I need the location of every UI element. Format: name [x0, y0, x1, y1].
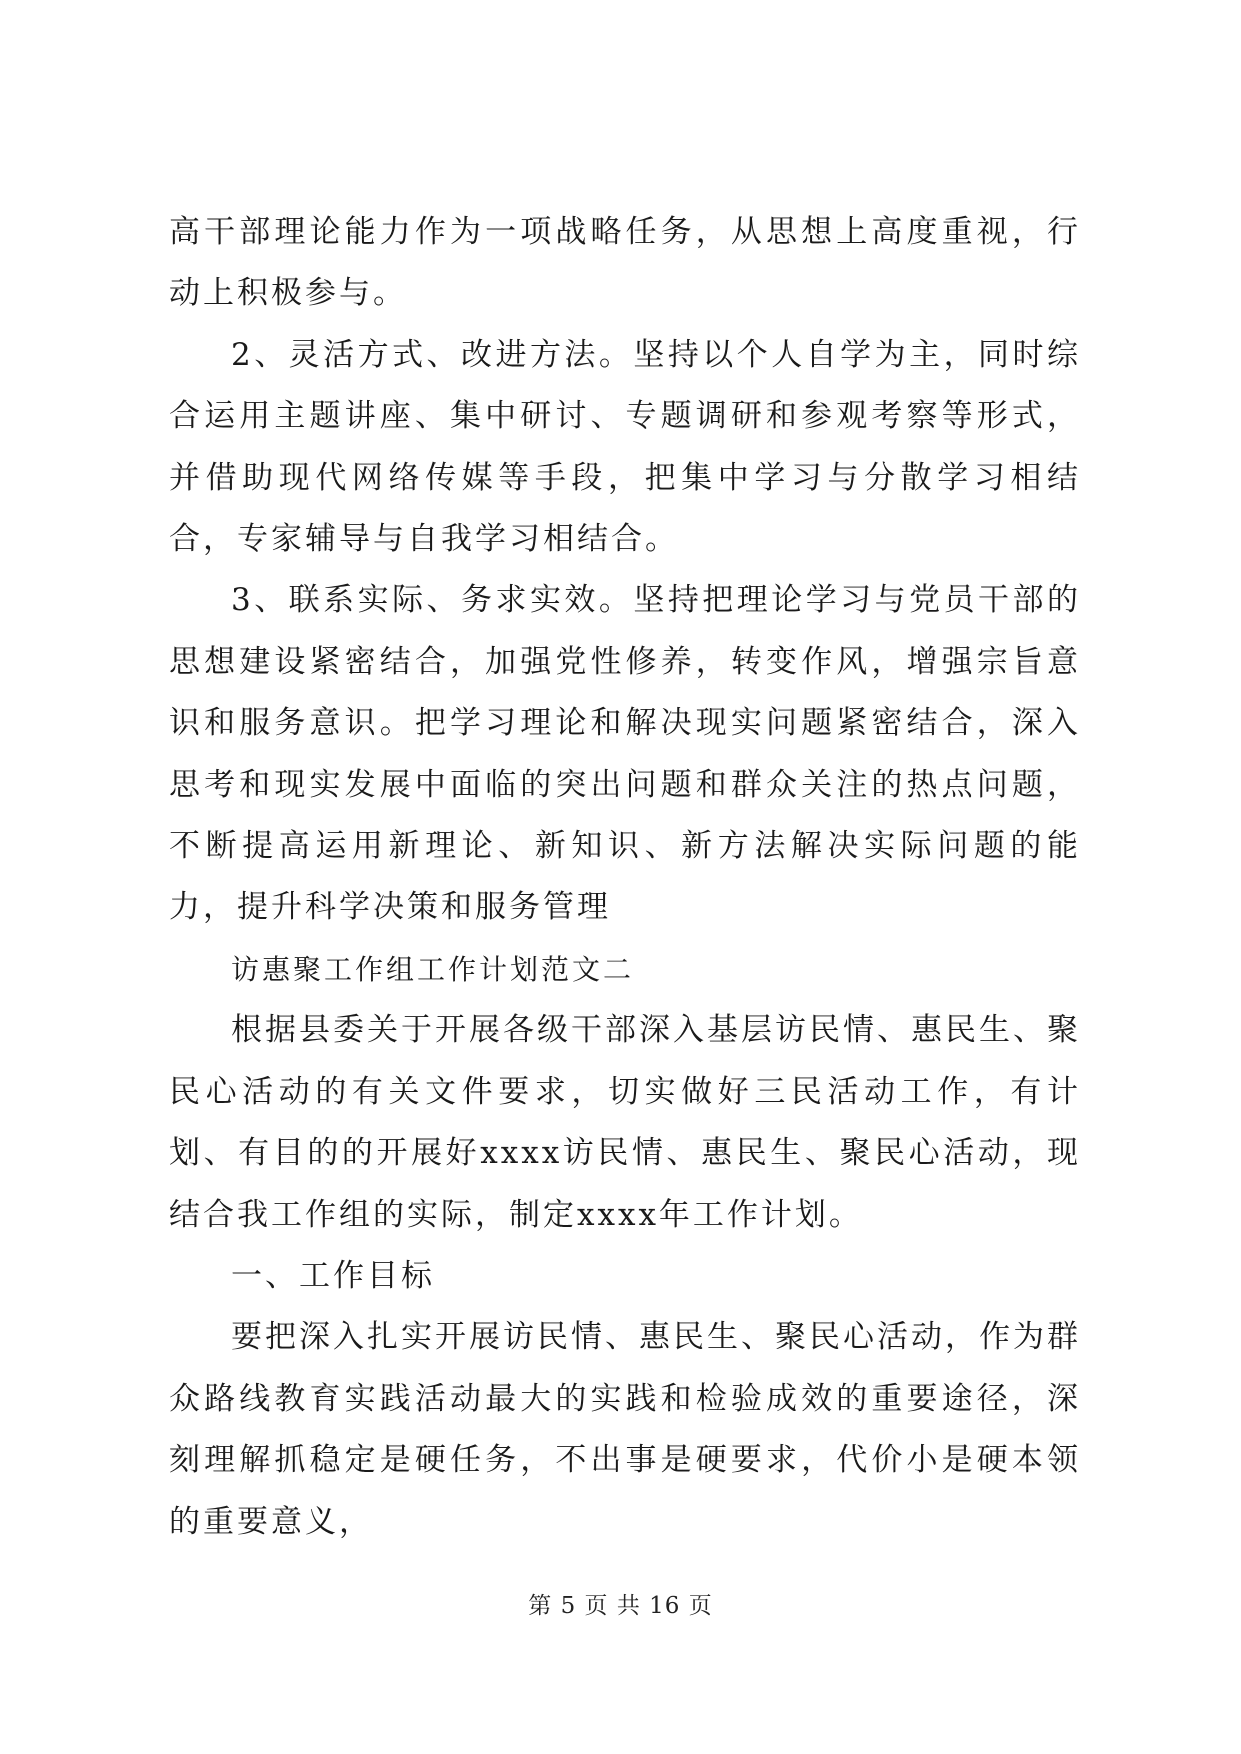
paragraph-intro: 根据县委关于开展各级干部深入基层访民情、惠民生、聚民心活动的有关文件要求，切实做好三民活动工作，有计划、有目的的开展好xxxx访民情、惠民生、聚民心活动，现结合我工作组的实际，制定xxxx年工作计划。: [169, 1012, 1081, 1233]
paragraph-continuation: 高干部理论能力作为一项战略任务，从思想上高度重视，行动上积极参与。: [169, 214, 1081, 312]
section-heading: 访惠聚工作组工作计划范文二: [231, 952, 635, 986]
paragraph-practical-results: 3、联系实际、务求实效。坚持把理论学习与党员干部的思想建设紧密结合，加强党性修养，转变作风，增强宗旨意识和服务意识。把学习理论和解决现实问题紧密结合，深入思考和现实发展中面临的突出问题和群众关注的热点问题，不断提高运用新理论、新知识、新方法解决实际问题的能力，提升科学决策和服务管理: [169, 582, 1081, 926]
paragraph-goal-body: 要把深入扎实开展访民情、惠民生、聚民心活动，作为群众路线教育实践活动最大的实践和检验成效的重要途径，深刻理解抓稳定是硬任务，不出事是硬要求，代价小是硬本领的重要意义，: [169, 1319, 1081, 1540]
page-number-footer: 第 5 页 共 16 页: [528, 1593, 713, 1619]
paragraph-flexible-methods: 2、灵活方式、改进方法。坚持以个人自学为主，同时综合运用主题讲座、集中研讨、专题调研和参观考察等形式，并借助现代网络传媒等手段，把集中学习与分散学习相结合，专家辅导与自我学习相结合。: [169, 336, 1081, 558]
paragraph-goal-heading: 一、工作目标: [231, 1257, 435, 1294]
document-body: [169, 202, 1081, 1553]
